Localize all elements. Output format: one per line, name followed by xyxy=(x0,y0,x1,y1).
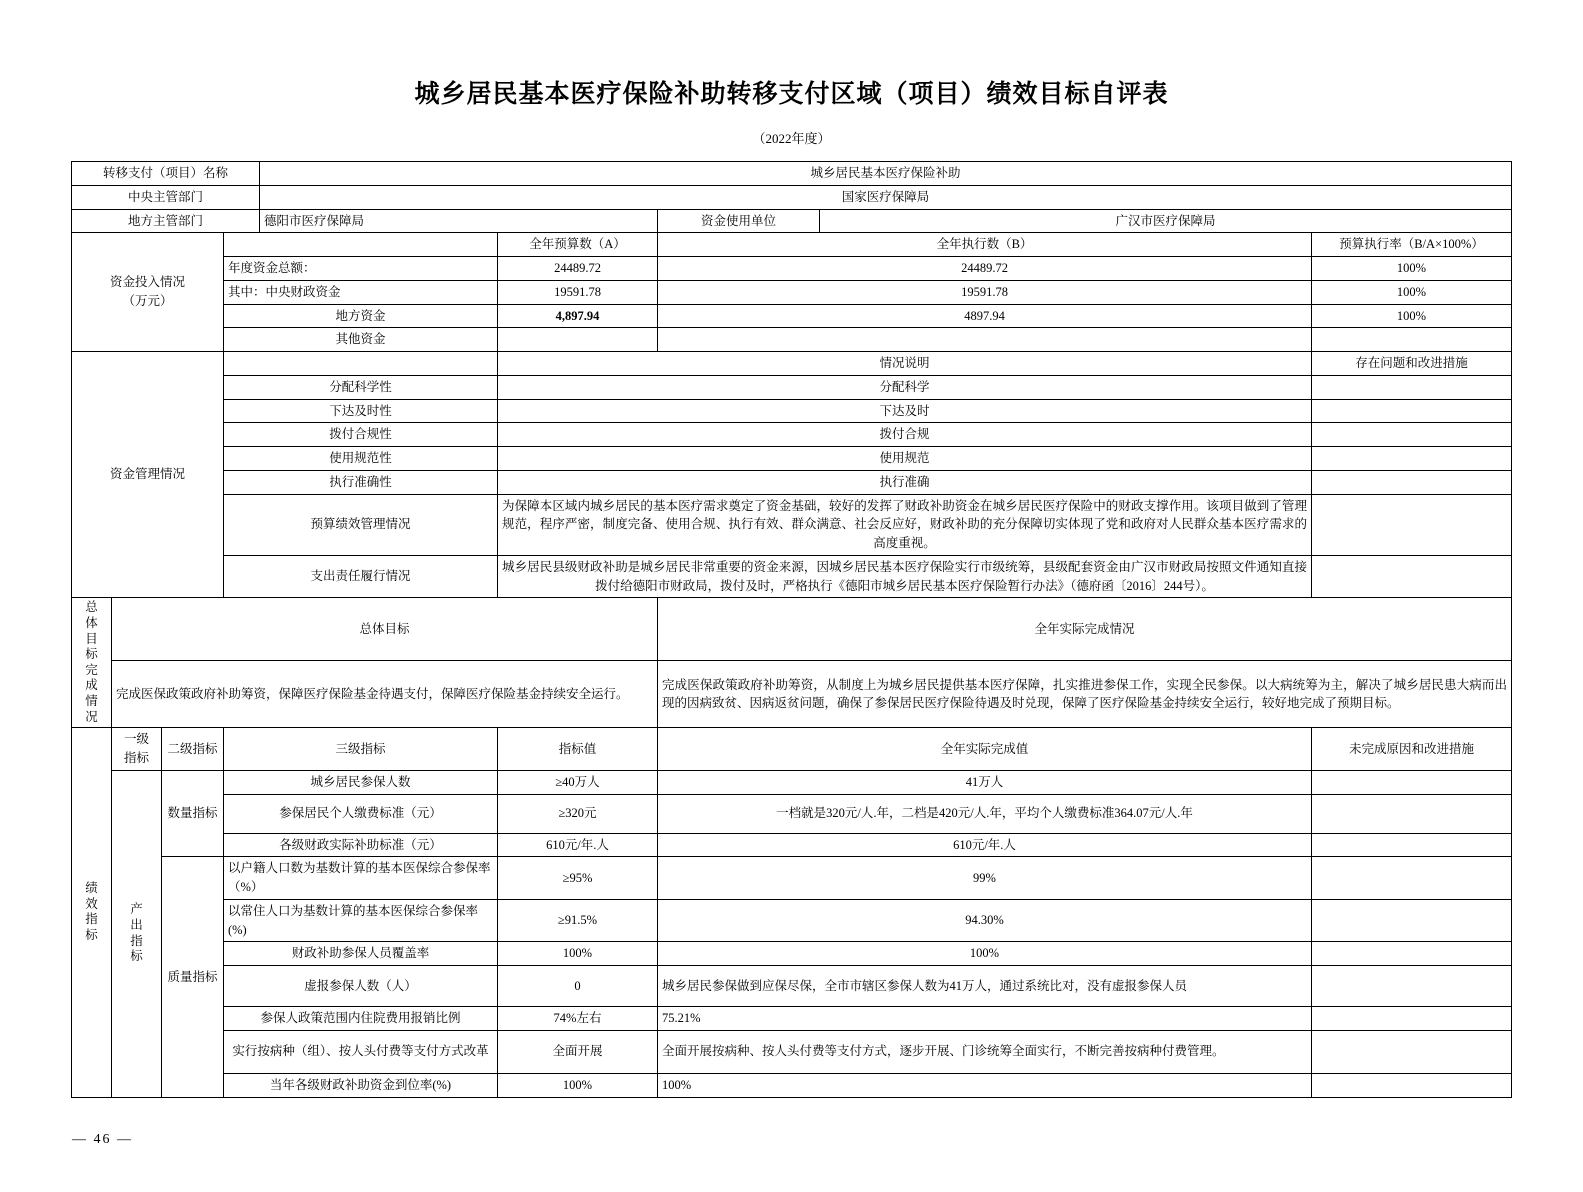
table-row-project-name xyxy=(71,162,1511,186)
management-row-name: 分配科学性 xyxy=(223,375,497,399)
funding-row-budget xyxy=(498,328,658,352)
table-row-management-compliance xyxy=(71,423,1511,447)
funding-item-col-header xyxy=(223,233,497,257)
management-row-name: 拨付合规性 xyxy=(223,423,497,447)
management-row-name: 下达及时性 xyxy=(223,399,497,423)
table-row-indicator xyxy=(71,770,1511,794)
table-row-central-dept xyxy=(71,185,1511,209)
indicator-reason xyxy=(1312,857,1512,900)
table-row-management-timeliness xyxy=(71,399,1511,423)
indicator-reason xyxy=(1312,899,1512,942)
management-row-issue xyxy=(1312,375,1512,399)
overall-goal-col-header: 总体目标 xyxy=(111,598,657,661)
management-section-label: 资金管理情况 xyxy=(71,352,223,598)
funding-section-label xyxy=(71,233,223,352)
table-row-expenditure-duty xyxy=(71,555,1511,598)
indicator-value: 100% xyxy=(498,1073,658,1097)
indicators-value-col-header: 指标值 xyxy=(498,728,658,771)
indicator-l3-label: 各级财政实际补助标准（元） xyxy=(223,833,497,857)
management-row-desc: 分配科学 xyxy=(498,375,1312,399)
funding-row-name: 地方资金 xyxy=(223,304,497,328)
table-row-indicator xyxy=(71,1073,1511,1097)
table-row-management-header xyxy=(71,352,1511,376)
table-row-funding-header xyxy=(71,233,1511,257)
funding-row-budget: 4,897.94 xyxy=(498,304,658,328)
indicator-value: 全面开展 xyxy=(498,1030,658,1073)
indicator-actual: 100% xyxy=(658,942,1312,966)
indicator-l3-label: 当年各级财政补助资金到位率(%) xyxy=(223,1073,497,1097)
funding-row-rate xyxy=(1312,328,1512,352)
funding-exec-col-header: 全年执行数（B） xyxy=(658,233,1312,257)
table-row-overall-body xyxy=(71,661,1511,728)
management-desc-col-header: 情况说明 xyxy=(498,352,1312,376)
page-subtitle: （2022年度） xyxy=(752,131,831,146)
performance-self-assessment-table xyxy=(71,161,1512,1098)
indicator-actual: 全面开展按病种、按人头付费等支付方式，逐步开展、门诊统筹全面实行，不断完善按病种付费管理。 xyxy=(658,1030,1312,1073)
table-row-indicator xyxy=(71,1007,1511,1031)
project-name-label: 转移支付（项目）名称 xyxy=(71,162,259,186)
funding-row-name: 年度资金总额： xyxy=(223,257,497,281)
indicator-actual: 94.30% xyxy=(658,899,1312,942)
management-row-desc: 执行准确 xyxy=(498,470,1312,494)
central-dept-value: 国家医疗保障局 xyxy=(260,185,1512,209)
indicators-l3-col-header: 三级指标 xyxy=(223,728,497,771)
indicator-l2-quantity: 数量指标 xyxy=(161,770,223,857)
table-row-indicator xyxy=(71,857,1511,900)
funding-row-exec xyxy=(658,328,1312,352)
table-row-funding-total xyxy=(71,257,1511,281)
indicators-reason-col-header: 未完成原因和改进措施 xyxy=(1312,728,1512,771)
table-row-funding-local xyxy=(71,304,1511,328)
table-row-indicator xyxy=(71,899,1511,942)
indicators-section-label: 绩 效 指 标 xyxy=(71,728,111,1097)
indicator-value: 0 xyxy=(498,966,658,1007)
indicator-actual: 41万人 xyxy=(658,770,1312,794)
indicator-l3-label: 以户籍人口数为基数计算的基本医保综合参保率（%） xyxy=(223,857,497,900)
indicators-actual-col-header: 全年实际完成值 xyxy=(658,728,1312,771)
indicator-l3-label: 城乡居民参保人数 xyxy=(223,770,497,794)
table-row-budget-performance xyxy=(71,494,1511,555)
funding-row-exec: 24489.72 xyxy=(658,257,1312,281)
funding-row-exec: 4897.94 xyxy=(658,304,1312,328)
table-row-management-accuracy xyxy=(71,470,1511,494)
indicator-actual: 99% xyxy=(658,857,1312,900)
indicator-l3-label: 参保人政策范围内住院费用报销比例 xyxy=(223,1007,497,1031)
indicator-l1-output: 产 出 指 标 xyxy=(111,770,161,1097)
table-row-local-dept xyxy=(71,209,1511,233)
management-issue-col-header: 存在问题和改进措施 xyxy=(1312,352,1512,376)
funding-rate-col-header: 预算执行率（B/A×100%） xyxy=(1312,233,1512,257)
indicator-actual: 一档就是320元/人.年，二档是420元/人.年，平均个人缴费标准364.07元/人.年 xyxy=(658,794,1312,833)
management-row-desc: 下达及时 xyxy=(498,399,1312,423)
indicator-value: ≥40万人 xyxy=(498,770,658,794)
indicator-value: ≥91.5% xyxy=(498,899,658,942)
funding-row-budget: 19591.78 xyxy=(498,280,658,304)
budget-performance-desc: 为保障本区域内城乡居民的基本医疗需求奠定了资金基础，较好的发挥了财政补助资金在城乡居民医疗保险中的财政支撑作用。该项目做到了管理规范，程序严密，制度完备、使用合规、执行有效、群众满意、社会反应好，财政补助的充分保障切实体现了党和政府对人民群众基本医疗需求的高度重视。 xyxy=(498,494,1312,555)
document-page xyxy=(0,74,1583,1192)
funding-row-name: 其中：中央财政资金 xyxy=(223,280,497,304)
indicator-l2-quality: 质量指标 xyxy=(161,857,223,1097)
management-row-issue xyxy=(1312,447,1512,471)
funding-row-rate: 100% xyxy=(1312,257,1512,281)
overall-goal-text: 完成医保政策政府补助筹资，保障医疗保险基金待遇支付，保障医疗保险基金持续安全运行。 xyxy=(111,661,657,728)
overall-actual-text: 完成医保政策政府补助筹资，从制度上为城乡居民提供基本医疗保障，扎实推进参保工作，实现全民参保。以大病统筹为主，解决了城乡居民患大病而出现的因病致贫、因病返贫问题，确保了参保居民医疗保险待遇及时兑现，保障了医疗保险基金持续安全运行，较好地完成了预期目标。 xyxy=(658,661,1512,728)
budget-performance-issue xyxy=(1312,494,1512,555)
indicator-l3-label: 参保居民个人缴费标准（元） xyxy=(223,794,497,833)
indicator-value: ≥95% xyxy=(498,857,658,900)
indicator-reason xyxy=(1312,942,1512,966)
local-dept-label: 地方主管部门 xyxy=(71,209,259,233)
funding-budget-col-header: 全年预算数（A） xyxy=(498,233,658,257)
management-row-issue xyxy=(1312,470,1512,494)
overall-section-label: 总 体 目 标 完 成 情 况 xyxy=(71,598,111,728)
project-name-value: 城乡居民基本医疗保险补助 xyxy=(260,162,1512,186)
indicator-reason xyxy=(1312,966,1512,1007)
indicator-reason xyxy=(1312,1073,1512,1097)
table-row-indicator xyxy=(71,1030,1511,1073)
indicator-reason xyxy=(1312,794,1512,833)
expenditure-duty-issue xyxy=(1312,555,1512,598)
funding-row-rate: 100% xyxy=(1312,280,1512,304)
table-row-funding-central xyxy=(71,280,1511,304)
indicator-reason xyxy=(1312,833,1512,857)
page-title: 城乡居民基本医疗保险补助转移支付区域（项目）绩效目标自评表 xyxy=(414,81,1169,108)
indicator-l3-label: 财政补助参保人员覆盖率 xyxy=(223,942,497,966)
indicator-reason xyxy=(1312,1030,1512,1073)
table-row-indicator xyxy=(71,942,1511,966)
central-dept-label: 中央主管部门 xyxy=(71,185,259,209)
management-row-issue xyxy=(1312,423,1512,447)
funding-row-budget: 24489.72 xyxy=(498,257,658,281)
indicator-actual: 100% xyxy=(658,1073,1312,1097)
funding-row-rate: 100% xyxy=(1312,304,1512,328)
table-row-management-allocation xyxy=(71,375,1511,399)
page-number: — 46 — xyxy=(72,1132,133,1147)
indicator-l3-label: 实行按病种（组）、按人头付费等支付方式改革 xyxy=(223,1030,497,1073)
table-row-funding-other xyxy=(71,328,1511,352)
indicators-l2-col-header: 二级指标 xyxy=(161,728,223,771)
fund-unit-value: 广汉市医疗保障局 xyxy=(820,209,1512,233)
indicator-actual: 610元/年.人 xyxy=(658,833,1312,857)
table-row-overall-header xyxy=(71,598,1511,661)
management-row-desc: 使用规范 xyxy=(498,447,1312,471)
table-row-indicator xyxy=(71,794,1511,833)
indicator-reason xyxy=(1312,1007,1512,1031)
local-dept-value: 德阳市医疗保障局 xyxy=(260,209,658,233)
funding-row-name: 其他资金 xyxy=(223,328,497,352)
funding-row-exec: 19591.78 xyxy=(658,280,1312,304)
indicators-l1-col-header: 一级 指标 xyxy=(111,728,161,771)
indicator-actual: 75.21% xyxy=(658,1007,1312,1031)
budget-performance-label: 预算绩效管理情况 xyxy=(223,494,497,555)
indicator-value: 100% xyxy=(498,942,658,966)
indicator-l3-label: 以常住人口为基数计算的基本医保综合参保率(%) xyxy=(223,899,497,942)
management-row-name: 执行准确性 xyxy=(223,470,497,494)
funding-section-label-line2: （万元） xyxy=(122,294,173,309)
expenditure-duty-desc: 城乡居民县级财政补助是城乡居民非常重要的资金来源，因城乡居民基本医疗保险实行市级统筹，县级配套资金由广汉市财政局按照文件通知直接拨付给德阳市财政局，拨付及时，严格执行《德阳市城乡居民基本医疗保险暂行办法》（德府函〔2016〕244号）。 xyxy=(498,555,1312,598)
overall-actual-col-header: 全年实际完成情况 xyxy=(658,598,1512,661)
management-item-col-header xyxy=(223,352,497,376)
management-row-name: 使用规范性 xyxy=(223,447,497,471)
indicator-reason xyxy=(1312,770,1512,794)
management-row-desc: 拨付合规 xyxy=(498,423,1312,447)
management-row-issue xyxy=(1312,399,1512,423)
table-row-indicator xyxy=(71,833,1511,857)
table-row-management-usage xyxy=(71,447,1511,471)
indicator-value: 610元/年.人 xyxy=(498,833,658,857)
expenditure-duty-label: 支出责任履行情况 xyxy=(223,555,497,598)
indicator-actual: 城乡居民参保做到应保尽保，全市市辖区参保人数为41万人，通过系统比对，没有虚报参保人员 xyxy=(658,966,1312,1007)
indicator-l3-label: 虚报参保人数（人） xyxy=(223,966,497,1007)
table-row-indicator xyxy=(71,966,1511,1007)
indicator-value: 74%左右 xyxy=(498,1007,658,1031)
indicator-value: ≥320元 xyxy=(498,794,658,833)
fund-unit-label: 资金使用单位 xyxy=(658,209,820,233)
funding-section-label-line1: 资金投入情况 xyxy=(109,275,185,290)
table-row-indicators-header xyxy=(71,728,1511,771)
